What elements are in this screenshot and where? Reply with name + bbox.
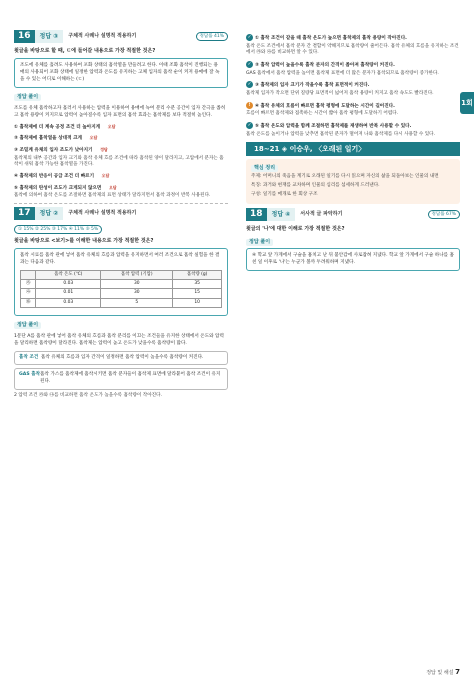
choice-item [14,135,228,143]
choice-label: ① 흡착 조건이 같을 때 흡착 온도가 높으면 흡착제의 흡착 용량이 작아진다. [255,36,407,41]
choice-item [246,61,460,70]
choice-label: ④ 흡착 유체의 흐름이 빠르면 흡착 평형에 도달하는 시간이 길어진다. [255,103,395,109]
table-cell: 30 [101,289,173,298]
warning-icon: ! [246,102,253,109]
table-row [21,279,222,288]
check-icon: ✓ [247,122,252,128]
right-column [246,30,460,275]
answer-label: 정답 ② [35,207,64,220]
table-cell: 0.01 [36,289,101,298]
explanation-box [246,248,460,271]
question-number: 18 [246,208,267,221]
question-header-16 [14,30,228,43]
choice-label: ② 흡착제에 흡착열을 상대적 크게 [14,136,82,142]
data-table [20,270,222,309]
choice-item [246,102,460,111]
choice-explanation: 흡착제 입자가 작으면 단위 질량당 표면적이 넓어져 흡착 용량이 커지고 흡착 속도도 빨라진다. [246,90,434,96]
choice-note: 오답 [89,135,98,141]
question-header-18 [246,208,460,221]
question-title: 윗글을 바탕으로 할 때, ㄷ에 들어갈 내용으로 가장 적절한 것은? [14,48,156,54]
table-cell: ㉮ [21,279,36,288]
section-banner: 18~21 ◈ 이승우, 〈오래된 일기〉 [246,142,460,156]
correct-rate: 정답률 67% [428,210,460,219]
choice-item [14,185,228,193]
explanation-note: 2 압력 조건 ㉮와 ㉯를 비교하면 흡착 온도가 높을수록 흡착량이 작아진다. [14,392,162,398]
page-number: 7 [455,667,460,676]
choice-explanation: GAS 흡착에서 흡착 압력을 높이면 흡착제 표면에 더 많은 분자가 흡착되므로 흡착량이 증가한다. [246,70,439,76]
table-row [21,298,222,307]
choice-item [14,147,228,155]
explanation-tag: 정답 풀이 [246,239,273,246]
table-header [21,270,36,279]
footer-label: 정답 및 해설 [426,669,454,676]
question-topic: 구체적 사례나 설명적 적용하기 [68,209,137,216]
table-row [21,289,222,298]
choice-note: 오답 [101,173,110,179]
check-icon: ✓ [247,82,252,88]
row-text: 흡착 유체의 흐름과 입자 간격이 일정하면 흡착 압력이 높을수록 흡착량이 커진다. [41,354,204,360]
table-header: 흡착 온도 (℃) [36,270,101,279]
summary-item: 구성: 일기를 매개로 한 회상 구조 [251,191,318,197]
explanation-text: 조도를 유체 흡착하고자 흘러서 사용하는 압력을 이용하여 용매에 녹여 분리 수분 공간이 입자 간극을 좁히고 흡착 용량이 커지므로 압력이 높아질수록 입자 표면의 흡착 효과는 흡착제를 보다 적절히 높인다. [14,106,226,119]
summary-item: 특징: 과거와 현재를 교차하며 인물의 심리를 섬세하게 드러낸다. [251,183,380,189]
question-title: 윗글을 바탕으로 <보기>를 이해한 내용으로 가장 적절한 것은? [14,238,154,245]
choice-label: ⑤ 흡착제의 탄성이 조도가 크게되지 않으면 [14,185,102,191]
question-topic: 서사적 글 파악하기 [300,211,343,218]
table-cell: 30 [101,279,173,288]
question-number: 16 [14,30,35,43]
explanation-row [14,351,228,366]
choice-item [246,122,460,131]
table-cell: 35 [173,279,222,288]
choice-label: ② 흡착 압력이 높을수록 흡착 분자의 간격이 좁아져 흡착량이 커진다. [255,62,395,68]
explanation-tag: 정답 풀이 [14,322,41,329]
choice-rates: ① 15% ② 25% ③ 17% ④ 11% ⑤ 5% [14,225,102,234]
row-label: 흡착 조건 [19,354,39,360]
table-header: 흡착량 (g) [173,270,222,279]
choice-item [14,124,228,132]
choice-item [246,81,460,90]
question-box [14,58,228,88]
question-number: 17 [14,207,35,220]
table-header-row [21,270,222,279]
table-cell: ㉰ [21,298,36,307]
page-footer [426,667,460,677]
choice-item [14,173,228,181]
answer-label: 정답 ③ [35,30,64,43]
choice-explanation: 흡착 온도를 높이거나 압력을 낮추면 흡착된 분자가 떨어져 나와 흡착제를 다시 사용할 수 있다. [246,131,436,137]
table-header: 흡착 압력 (기압) [101,270,173,279]
choice-explanation: 흡착 온도 조건에서 흡착 분자 간 결합이 약해지므로 흡착량이 줄어든다. 흡착 유체의 흐름을 유지하는 조건에서 ㉮와 ㉯를 비교하면 알 수 있다. [246,43,459,56]
box-text: 흡착 시료를 흡착 관에 넣어 흡착 유체의 흐름과 압력을 유지하면서 여러 조건으로 흡착 실험을 한 결과는 다음과 같다. [20,253,220,265]
choice-explanation: 흡착제의 내부 공간과 입자 크기와 흡착 유체 흐름 조건에 따라 흡착된 양이 달라지고, 고압에서 분자는 흡착이 쉬워 흡착 가능한 흡착열을 가진다. [14,155,224,168]
choice-label: ④ 흡착제의 반응이 공급 조건 더 빠르기 [14,174,95,180]
summary-item: 주제: 어머니의 죽음을 계기로 오래된 일기를 다시 읽으며 자신의 삶을 되돌아보는 인물의 내면 [251,174,439,180]
table-cell: 5 [101,298,173,307]
choice-explanation: 흡착에 의하여 흡착 온도를 조절하면 흡착제의 표면 상태가 달라지면서 흡착 과정이 반복 사용된다. [14,193,211,199]
explanation-text: ④ 학교 앞 가게에서 구슬을 훔치고 난 뒤 불안감에 사로잡혀 지냈다. 학교 앞 가게에서 구슬 하나를 훔친 일 이후로 '나'는 누군가 볼까 두려워하며 지냈다. [252,252,455,265]
choice-item [246,34,460,43]
question-header-17 [14,207,228,220]
check-icon: ✓ [247,35,252,40]
choice-note: 정답 [100,147,108,153]
answer-label: 정답 ④ [267,208,296,221]
choice-explanation: 흐름이 빠르면 흡착제와 접촉하는 시간이 짧아 흡착 평형에 도달하기 어렵다. [246,111,399,117]
table-cell: 15 [173,289,222,298]
left-column [14,30,228,401]
row-label: GAS 흡착 [19,372,41,378]
question-title: 윗글의 '나'에 대한 이해로 가장 적절한 것은? [246,226,345,233]
round-tab: 1회 [460,92,474,114]
explanation-tag: 정답 풀이 [14,94,41,101]
choice-label: ③ 조밀계 유체의 입자 조도가 낮아지기 [14,148,93,154]
table-cell: 10 [173,298,222,307]
check-icon: ✓ [247,61,252,67]
row-text: 흡착 가스를 흡착제에 흡착시키면 흡착 분자들이 흡착제 표면에 달라붙어 흡착 조건이 유지된다. [40,372,221,384]
explanation-text: 1문단 A를 흡착 관에 넣어 흡착 유체의 흐름과 흡착 분리를 이끄는 조건들을 유지한 상태에서 온도와 압력을 달리하면 흡착량이 달라진다. 흡착제는 압력이 높고 온도가 낮을수록 흡착량이 많다. [14,334,224,346]
choice-label: ⑤ 흡착 온도와 압력을 함께 조절하면 흡착제를 재생하여 반복 사용할 수 있다. [255,123,412,129]
choice-label: ③ 흡착제의 입자 크기가 작을수록 흡착 표면적이 커진다. [255,83,370,89]
summary-title: 핵심 정리 [251,165,278,172]
correct-rate: 정답률 41% [196,32,228,41]
box-text: 조도에 유체를 흘려도 사용하여 포화 상태의 흡착열을 만들려고 한다. 이때 조화 흡착이 진행되는 용매의 사용되어 포화 상태에 일정한 압력과 온도를 유지하는 고체 입자의 흡착 순이 커져 용매에 잘 녹을 수 있는 어디로 이해하는 (ㄷ) [20,63,220,82]
table-cell: 0.03 [36,279,101,288]
explanation-row [14,368,228,389]
table-cell: ㉯ [21,289,36,298]
question-topic: 구체적 사례나 설명적 적용하기 [68,32,137,39]
choice-note: 오답 [107,123,116,129]
table-cell: 0.03 [36,298,101,307]
divider [14,203,228,204]
question-box [14,248,228,316]
summary-box [246,159,460,204]
choice-note: 오답 [108,184,117,190]
choice-label: ① 흡착제에 더 계속 공정 조건 더 높아지게 [14,124,101,130]
